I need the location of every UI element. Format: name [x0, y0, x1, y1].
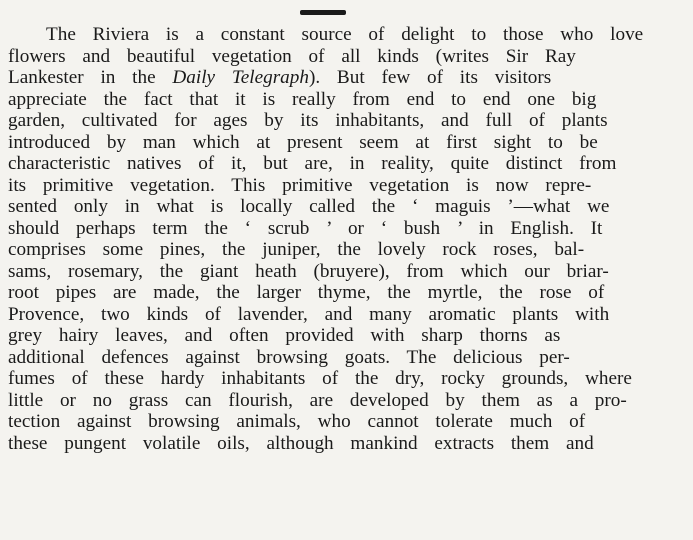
text-line-7: characteristic natives of it, but are, in reality, quite distinct from: [8, 153, 617, 174]
text-line-6: introduced by man which at present seem at first sight to be: [8, 131, 598, 153]
text-line-1: The Riviera is a constant source of delight to those who love: [46, 24, 644, 45]
section-divider-rule: [300, 10, 346, 15]
text-line-13: root pipes are made, the larger thyme, the myrtle, the rose of: [8, 282, 605, 303]
text-line-3-start: Lankester in the: [8, 67, 173, 88]
text-line-3: [8, 67, 688, 89]
text-line-15: grey hairy leaves, and often provided with sharp thorns as: [8, 325, 561, 346]
text-line-17: fumes of these hardy inhabitants of the dry, rocky grounds, where: [8, 368, 632, 389]
text-line-11: comprises some pines, the juniper, the lovely rock roses, bal-: [8, 239, 585, 260]
text-line-19: tection against browsing animals, who cannot tolerate much of: [8, 411, 586, 432]
text-line-3-end: ). But few of its visitors: [308, 67, 552, 88]
text-line-9: sented only in what is locally called the ‘ maguis ’—what we: [8, 196, 610, 217]
article-text: [8, 24, 688, 454]
text-line-8: its primitive vegetation. This primitive vegetation is now repre-: [8, 174, 592, 196]
text-line-20: these pungent volatile oils, although mankind extracts them and: [8, 432, 594, 454]
newspaper-title: Daily Telegraph: [172, 67, 309, 88]
text-line-18: little or no grass can flourish, are developed by them as a pro-: [8, 389, 627, 411]
text-line-10: should perhaps term the ‘ scrub ’ or ‘ bush ’ in English. It: [8, 217, 603, 239]
text-line-14: Provence, two kinds of lavender, and many aromatic plants with: [8, 303, 610, 325]
text-line-16: additional defences against browsing goats. The delicious per-: [8, 346, 570, 368]
text-line-5: garden, cultivated for ages by its inhabitants, and full of plants: [8, 110, 608, 131]
text-line-2: flowers and beautiful vegetation of all kinds (writes Sir Ray: [8, 45, 576, 67]
text-line-4: appreciate the fact that it is really from end to end one big: [8, 88, 597, 110]
text-line-12: sams, rosemary, the giant heath (bruyere), from which our briar-: [8, 260, 609, 282]
